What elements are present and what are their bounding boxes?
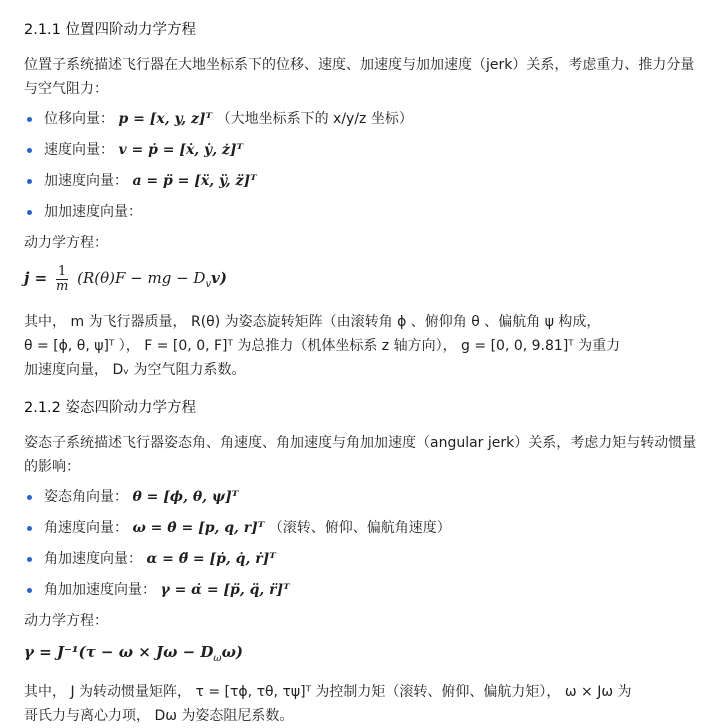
where-line-1: 其中， J 为转动惯量矩阵， τ = [τϕ, τθ, τψ]ᵀ 为控制力矩（滚转、俯仰、偏航力矩）， ω × Jω 为 <box>24 684 632 700</box>
item-label: 加速度向量： <box>44 173 128 189</box>
item-label: 位移向量： <box>44 111 114 127</box>
where-line-2: θ = [ϕ, θ, ψ]ᵀ ）， F = [0, 0, F]ᵀ 为总推力（机体坐标系 z 轴方向）， g = [0, 0, 9.81]ᵀ 为重力 <box>24 338 621 354</box>
item-formula: θ = [ϕ, θ, ψ]ᵀ <box>132 489 239 505</box>
eq-fraction <box>56 265 68 294</box>
item-formula: v = ṗ = [ẋ, ẏ, ż]ᵀ <box>118 142 244 158</box>
equation-label: 动力学方程： <box>24 613 108 629</box>
eq-subscript: v <box>205 279 212 290</box>
bullet-icon <box>27 557 32 562</box>
eq-denominator: m <box>56 278 69 294</box>
eq-tail: v) <box>211 269 227 287</box>
item-label: 姿态角向量： <box>44 489 128 505</box>
item-formula: γ = α̇ = [p̈, q̈, r̈]ᵀ <box>160 582 290 598</box>
list-item <box>24 169 704 193</box>
item-formula: ω = θ̇ = [p, q, r]ᵀ <box>132 520 265 536</box>
list-item <box>24 485 704 509</box>
item-formula: p = [x, y, z]ᵀ <box>118 111 213 127</box>
list-item <box>24 138 704 162</box>
eq-lhs: j = <box>24 269 48 287</box>
bullet-icon <box>27 148 32 153</box>
where-line-1: 其中， m 为飞行器质量， R(θ) 为姿态旋转矩阵（由滚转角 ϕ 、俯仰角 θ 、偏航角 ψ 构成， <box>24 314 601 330</box>
list-item <box>24 200 704 224</box>
eq-rhs: (R(θ)F − mg − D <box>77 269 206 287</box>
equation-label: 动力学方程： <box>24 235 108 251</box>
item-note: （滚转、俯仰、偏航角速度） <box>268 520 451 536</box>
list-item <box>24 107 704 131</box>
section-2-intro: 姿态子系统描述飞行器姿态角、角速度、角加速度与角加加速度（angular jerk）关系，考虑力矩与转动惯量的影响： <box>24 435 697 475</box>
item-label: 角速度向量： <box>44 520 128 536</box>
eq-tail: ω) <box>221 643 243 661</box>
position-equation <box>24 261 704 302</box>
item-label: 速度向量： <box>44 142 114 158</box>
section-1-heading: 2.1.1 位置四阶动力学方程 <box>24 22 197 38</box>
eq-body: γ = J⁻¹(τ − ω × Jω − D <box>24 643 214 661</box>
bullet-icon <box>27 526 32 531</box>
bullet-icon <box>27 117 32 122</box>
item-label: 角加速度向量： <box>44 551 142 567</box>
item-note: （大地坐标系下的 x/y/z 坐标） <box>216 111 413 127</box>
bullet-icon <box>27 179 32 184</box>
where-line-3: 加速度向量， Dᵥ 为空气阻力系数。 <box>24 362 246 378</box>
item-label: 加加速度向量： <box>44 204 142 220</box>
section-1-vector-list <box>24 107 704 224</box>
eq-subscript: ω <box>213 653 222 664</box>
attitude-equation <box>24 639 704 672</box>
list-item <box>24 547 704 571</box>
item-label: 角加加速度向量： <box>44 582 156 598</box>
eq-numerator: 1 <box>56 265 68 280</box>
item-formula: a = p̈ = [ẍ, ÿ, z̈]ᵀ <box>132 173 257 189</box>
list-item <box>24 578 704 602</box>
item-formula: α = θ̈ = [ṗ, q̇, ṙ]ᵀ <box>146 551 276 567</box>
section-2-vector-list <box>24 485 704 602</box>
section-1-intro: 位置子系统描述飞行器在大地坐标系下的位移、速度、加速度与加加速度（jerk）关系，考虑重力、推力分量与空气阻力： <box>24 57 695 97</box>
where-line-2: 哥氏力与离心力项， Dω 为姿态阻尼系数。 <box>24 708 294 724</box>
section-2 <box>24 396 704 728</box>
section-2-heading: 2.1.2 姿态四阶动力学方程 <box>24 400 197 416</box>
bullet-icon <box>27 588 32 593</box>
bullet-icon <box>27 495 32 500</box>
bullet-icon <box>27 210 32 215</box>
list-item <box>24 516 704 540</box>
